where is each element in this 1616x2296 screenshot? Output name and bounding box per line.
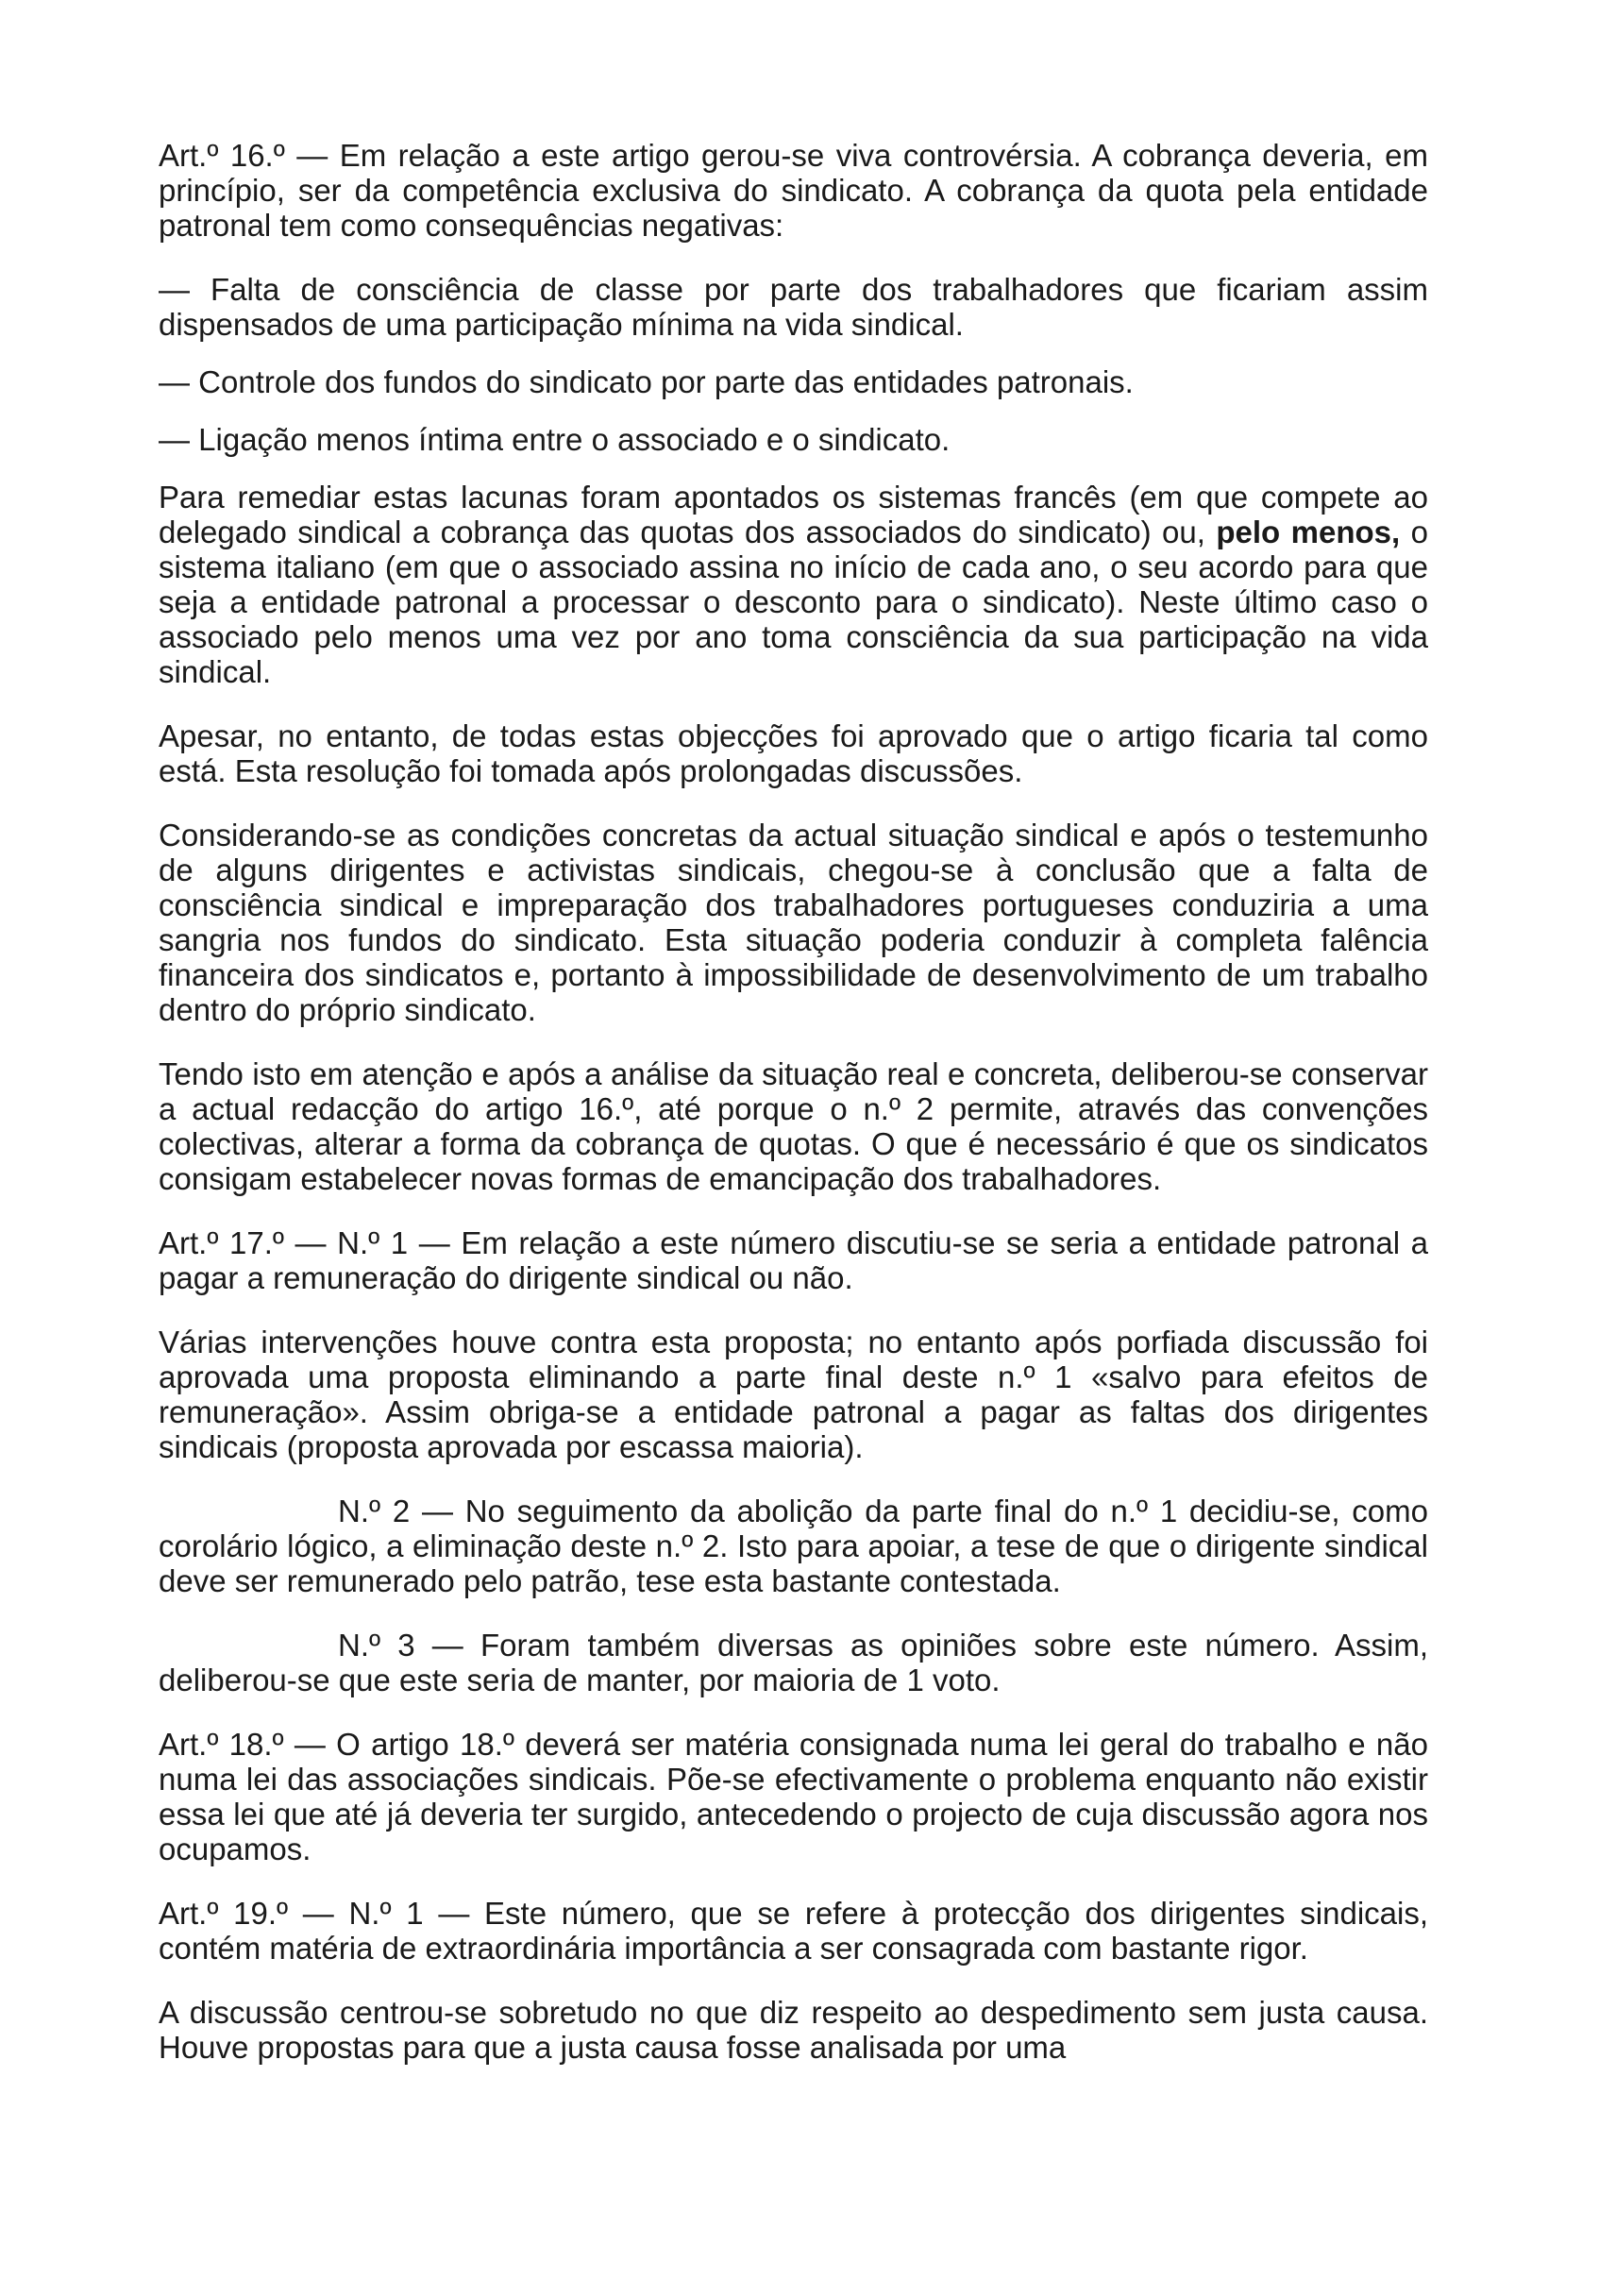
- paragraph-apesar: Apesar, no entanto, de todas estas objecções foi aprovado que o artigo ficaria tal como está. Esta resolução foi tomada após prolongadas discussões.: [159, 718, 1428, 788]
- paragraph-varias-intervencoes: Várias intervenções houve contra esta proposta; no entanto após porfiada discussão foi aprovada uma proposta eliminando a parte final deste n.º 1 «salvo para efeitos de remuneração». Assim obriga-se a entidade patronal a pagar as faltas dos dirigentes sindicais (proposta aprovada por escassa maioria).: [159, 1325, 1428, 1464]
- paragraph-remediar: [159, 480, 1428, 689]
- paragraph-tendo-isto: Tendo isto em atenção e após a análise da situação real e concreta, deliberou-se conservar a actual redacção do artigo 16.º, até porque o n.º 2 permite, através das convenções colectivas, alterar a forma da cobrança de quotas. O que é necessário é que os sindicatos consigam estabelecer novas formas de emancipação dos trabalhadores.: [159, 1056, 1428, 1196]
- emphasis-pelo-menos: pelo menos,: [1216, 515, 1401, 549]
- paragraph-bullet-consciencia: — Falta de consciência de classe por parte dos trabalhadores que ficariam assim dispensados de uma participação mínima na vida sindical.: [159, 272, 1428, 342]
- paragraph-art17-n3: N.º 3 — Foram também diversas as opiniões sobre este número. Assim, deliberou-se que este seria de manter, por maioria de 1 voto.: [159, 1628, 1428, 1697]
- paragraph-art18: Art.º 18.º — O artigo 18.º deverá ser matéria consignada numa lei geral do trabalho e não numa lei das associações sindicais. Põe-se efectivamente o problema enquanto não existir essa lei que até já deveria ter surgido, antecedendo o projecto de cuja discussão agora nos ocupamos.: [159, 1727, 1428, 1866]
- paragraph-remediar-text-start: Para remediar estas lacunas foram apontados os sistemas francês (em que compete ao delegado sindical a cobrança das quotas dos associados do sindicato) ou,: [159, 480, 1428, 549]
- paragraph-discussao-despedimento: A discussão centrou-se sobretudo no que diz respeito ao despedimento sem justa causa. Houve propostas para que a justa causa fosse analisada por uma: [159, 1995, 1428, 2065]
- paragraph-bullet-controle: — Controle dos fundos do sindicato por parte das entidades patronais.: [159, 364, 1134, 399]
- paragraph-art17-n2: N.º 2 — No seguimento da abolição da parte final do n.º 1 decidiu-se, como corolário lógico, a eliminação deste n.º 2. Isto para apoiar, a tese de que o dirigente sindical deve ser remunerado pelo patrão, tese esta bastante contestada.: [159, 1494, 1428, 1598]
- document-body: [159, 138, 1428, 2094]
- paragraph-remediar-text-end: o sistema italiano (em que o associado assina no início de cada ano, o seu acordo para que seja a entidade patronal a processar o desconto para o sindicato). Neste último caso o associado pelo menos uma vez por ano toma consciência da sua participação na vida sindical.: [159, 515, 1428, 689]
- paragraph-art19-n1: Art.º 19.º — N.º 1 — Este número, que se refere à protecção dos dirigentes sindicais, contém matéria de extraordinária importância a ser consagrada com bastante rigor.: [159, 1896, 1428, 1966]
- paragraph-considerando: Considerando-se as condições concretas da actual situação sindical e após o testemunho de alguns dirigentes e activistas sindicais, chegou-se à conclusão que a falta de consciência sindical e impreparação dos trabalhadores portugueses conduziria a uma sangria nos fundos do sindicato. Esta situação poderia conduzir à completa falência financeira dos sindicatos e, portanto à impossibilidade de desenvolvimento de um trabalho dentro do próprio sindicato.: [159, 818, 1428, 1027]
- paragraph-art17-n1: Art.º 17.º — N.º 1 — Em relação a este número discutiu-se se seria a entidade patronal a pagar a remuneração do dirigente sindical ou não.: [159, 1225, 1428, 1295]
- paragraph-bullet-ligacao: — Ligação menos íntima entre o associado e o sindicato.: [159, 422, 951, 457]
- paragraph-art16-intro: Art.º 16.º — Em relação a este artigo gerou-se viva controvérsia. A cobrança deveria, em princípio, ser da competência exclusiva do sindicato. A cobrança da quota pela entidade patronal tem como consequências negativas:: [159, 138, 1428, 243]
